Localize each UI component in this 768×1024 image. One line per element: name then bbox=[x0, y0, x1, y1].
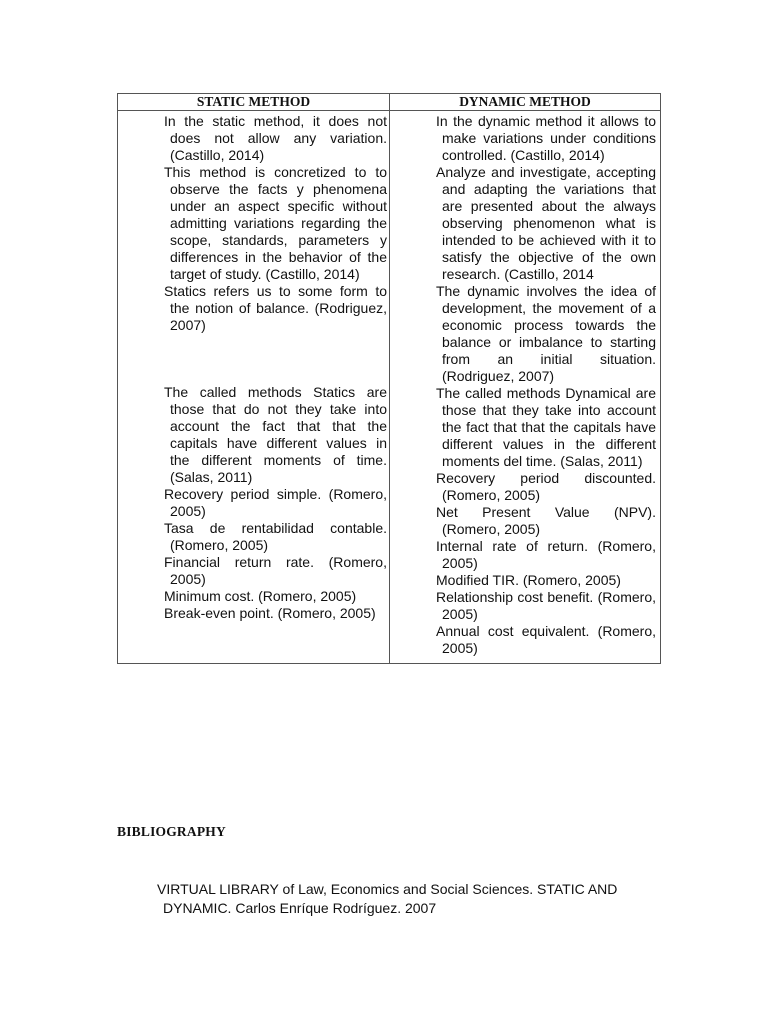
table-header-row bbox=[118, 94, 661, 111]
static-column bbox=[118, 111, 390, 664]
bibliography-heading: BIBLIOGRAPHY bbox=[117, 824, 226, 839]
list-item: Analyze and investigate, accepting and adapting the variations that are presented about the always observing phenomenon what is intended to be achieved with it to satisfy the objective of the own research. (Castillo, 2014 bbox=[436, 164, 656, 282]
header-static-method: STATIC METHOD bbox=[118, 94, 390, 111]
list-item: In the static method, it does not does not allow any variation. (Castillo, 2014) bbox=[164, 113, 387, 163]
spacer bbox=[118, 334, 387, 384]
list-item: Modified TIR. (Romero, 2005) bbox=[436, 572, 621, 588]
list-item: Relationship cost benefit. (Romero, 2005) bbox=[436, 589, 656, 622]
list-item: Statics refers us to some form to the notion of balance. (Rodriguez, 2007) bbox=[164, 283, 387, 333]
list-item: In the dynamic method it allows to make variations under conditions controlled. (Castillo, 2014) bbox=[436, 113, 656, 163]
list-item: Internal rate of return. (Romero, 2005) bbox=[436, 538, 656, 571]
list-item: Net Present Value (NPV). (Romero, 2005) bbox=[436, 504, 656, 537]
header-dynamic-method: DYNAMIC METHOD bbox=[390, 94, 661, 111]
list-item: Minimum cost. (Romero, 2005) bbox=[164, 588, 357, 604]
list-item: Break-even point. (Romero, 2005) bbox=[164, 605, 376, 621]
list-item: Recovery period simple. (Romero, 2005) bbox=[164, 486, 387, 519]
table-body-row bbox=[118, 111, 661, 664]
bibliography-entry: VIRTUAL LIBRARY of Law, Economics and Social Sciences. STATIC AND DYNAMIC. Carlos Enríque Rodríguez. 2007 bbox=[157, 881, 618, 916]
comparison-table bbox=[117, 93, 661, 664]
list-item: Tasa de rentabilidad contable. (Romero, 2005) bbox=[164, 520, 387, 553]
list-item: The called methods Dynamical are those that they take into account the fact that that the capitals have different values in the different moments del time. (Salas, 2011) bbox=[436, 385, 656, 469]
list-item: Annual cost equivalent. (Romero, 2005) bbox=[436, 623, 656, 656]
list-item: This method is concretized to to observe the facts y phenomena under an aspect specific without admitting variations regarding the scope, standards, parameters y differences in the behavior of the target of study. (Castillo, 2014) bbox=[164, 164, 387, 282]
dynamic-column bbox=[390, 111, 661, 664]
list-item: The called methods Statics are those that do not they take into account the fact that that the capitals have different values in the different moments of time. (Salas, 2011) bbox=[164, 384, 387, 485]
list-item: Recovery period discounted. (Romero, 2005) bbox=[436, 470, 656, 503]
list-item: The dynamic involves the idea of development, the movement of a economic process towards the balance or imbalance to starting from an initial situation. (Rodriguez, 2007) bbox=[436, 283, 656, 384]
list-item: Financial return rate. (Romero, 2005) bbox=[164, 554, 387, 587]
